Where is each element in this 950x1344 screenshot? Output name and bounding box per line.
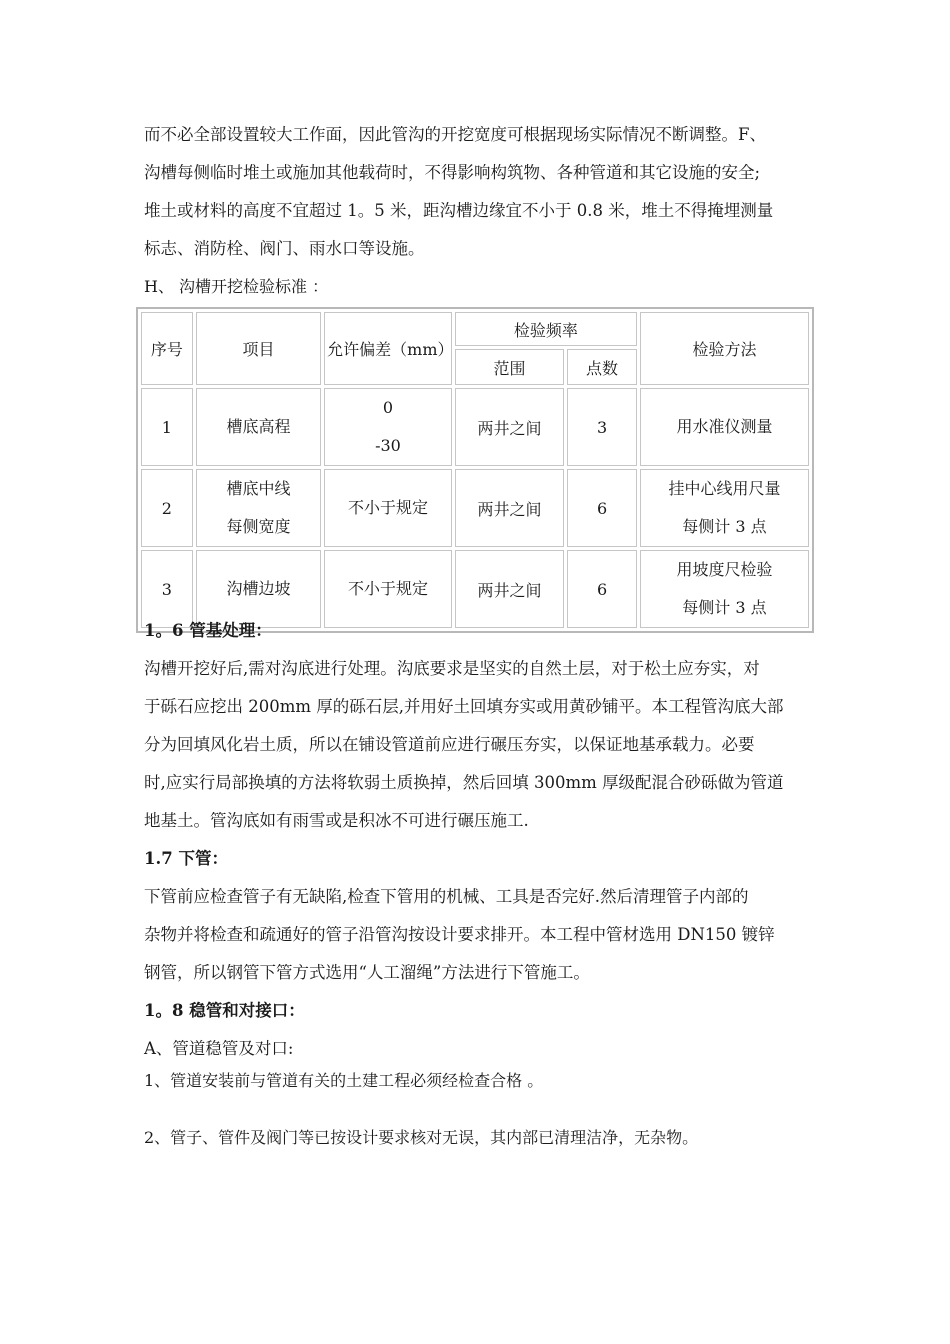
section-heading: 1。6 管基处理： — [144, 621, 272, 640]
cell-seq: 1 — [141, 388, 193, 466]
body-line: 于砾石应挖出 200mm 厚的砾石层,并用好土回填夯实或用黄砂铺平。本工程管沟底大部 — [144, 697, 784, 716]
sub-heading: A、管道稳管及对口: — [144, 1039, 294, 1058]
list-item: 1、管道安装前与管道有关的土建工程必须经检查合格 。 — [144, 1071, 544, 1090]
cell-tolerance: 不小于规定 — [324, 469, 452, 547]
table-title: H、 沟槽开挖检验标准 ： — [144, 277, 329, 296]
header-points: 点数 — [567, 349, 637, 385]
body-line: 杂物并将检查和疏通好的管子沿管沟按设计要求排开。本工程中管材选用 DN150 镀锌 — [144, 925, 775, 944]
cell-item: 槽底高程 — [196, 388, 321, 466]
cell-points: 6 — [567, 469, 637, 547]
intro-line: 沟槽每侧临时堆土或施加其他载荷时，不得影响构筑物、各种管道和其它设施的安全; — [144, 163, 761, 182]
cell-tolerance: 不小于规定 — [324, 550, 452, 628]
table-row — [141, 469, 809, 547]
cell-points: 6 — [567, 550, 637, 628]
intro-line: 堆土或材料的高度不宜超过 1。5 米，距沟槽边缘宜不小于 0.8 米，堆土不得掩埋测量 — [144, 201, 774, 220]
intro-line: 而不必全部设置较大工作面，因此管沟的开挖宽度可根据现场实际情况不断调整。F、 — [144, 125, 766, 144]
body-line: 时,应实行局部换填的方法将软弱土质换掉，然后回填 300mm 厚级配混合砂砾做为管道 — [144, 773, 784, 792]
cell-item: 沟槽边坡 — [196, 550, 321, 628]
body-line: 下管前应检查管子有无缺陷,检查下管用的机械、工具是否完好.然后清理管子内部的 — [144, 887, 749, 906]
header-seq: 序号 — [141, 312, 193, 385]
inspection-standards-table — [136, 307, 814, 633]
header-range: 范围 — [455, 349, 564, 385]
cell-tolerance: 0 -30 — [324, 388, 452, 466]
intro-paragraph — [144, 116, 812, 268]
cell-range: 两井之间 — [455, 388, 564, 466]
body-line: 地基土。管沟底如有雨雪或是积冰不可进行碾压施工. — [144, 811, 529, 830]
list-item: 2、管子、管件及阀门等已按设计要求核对无误，其内部已清理洁净，无杂物。 — [144, 1128, 699, 1147]
section-heading: 1.7 下管： — [144, 849, 228, 868]
table-row — [141, 388, 809, 466]
cell-seq: 2 — [141, 469, 193, 547]
cell-item: 槽底中线 每侧宽度 — [196, 469, 321, 547]
intro-line: 标志、消防栓、阀门、雨水口等设施。 — [144, 239, 425, 258]
cell-method: 用坡度尺检验 每侧计 3 点 — [640, 550, 809, 628]
section-heading: 1。8 稳管和对接口： — [144, 1001, 305, 1020]
body-line: 沟槽开挖好后,需对沟底进行处理。沟底要求是坚实的自然土层，对于松土应夯实，对 — [144, 659, 760, 678]
cell-range: 两井之间 — [455, 550, 564, 628]
cell-seq: 3 — [141, 550, 193, 628]
cell-method: 挂中心线用尺量 每侧计 3 点 — [640, 469, 809, 547]
header-item: 项目 — [196, 312, 321, 385]
header-method: 检验方法 — [640, 312, 809, 385]
body-line: 分为回填风化岩土质，所以在铺设管道前应进行碾压夯实，以保证地基承载力。必要 — [144, 735, 755, 754]
cell-range: 两井之间 — [455, 469, 564, 547]
table-header-row — [141, 312, 809, 346]
cell-points: 3 — [567, 388, 637, 466]
cell-method: 用水准仪测量 — [640, 388, 809, 466]
header-frequency: 检验频率 — [455, 312, 637, 346]
body-line: 钢管，所以钢管下管方式选用“人工溜绳”方法进行下管施工。 — [144, 963, 590, 982]
header-tolerance: 允许偏差（mm） — [324, 312, 452, 385]
section-1-6 — [144, 612, 812, 1068]
